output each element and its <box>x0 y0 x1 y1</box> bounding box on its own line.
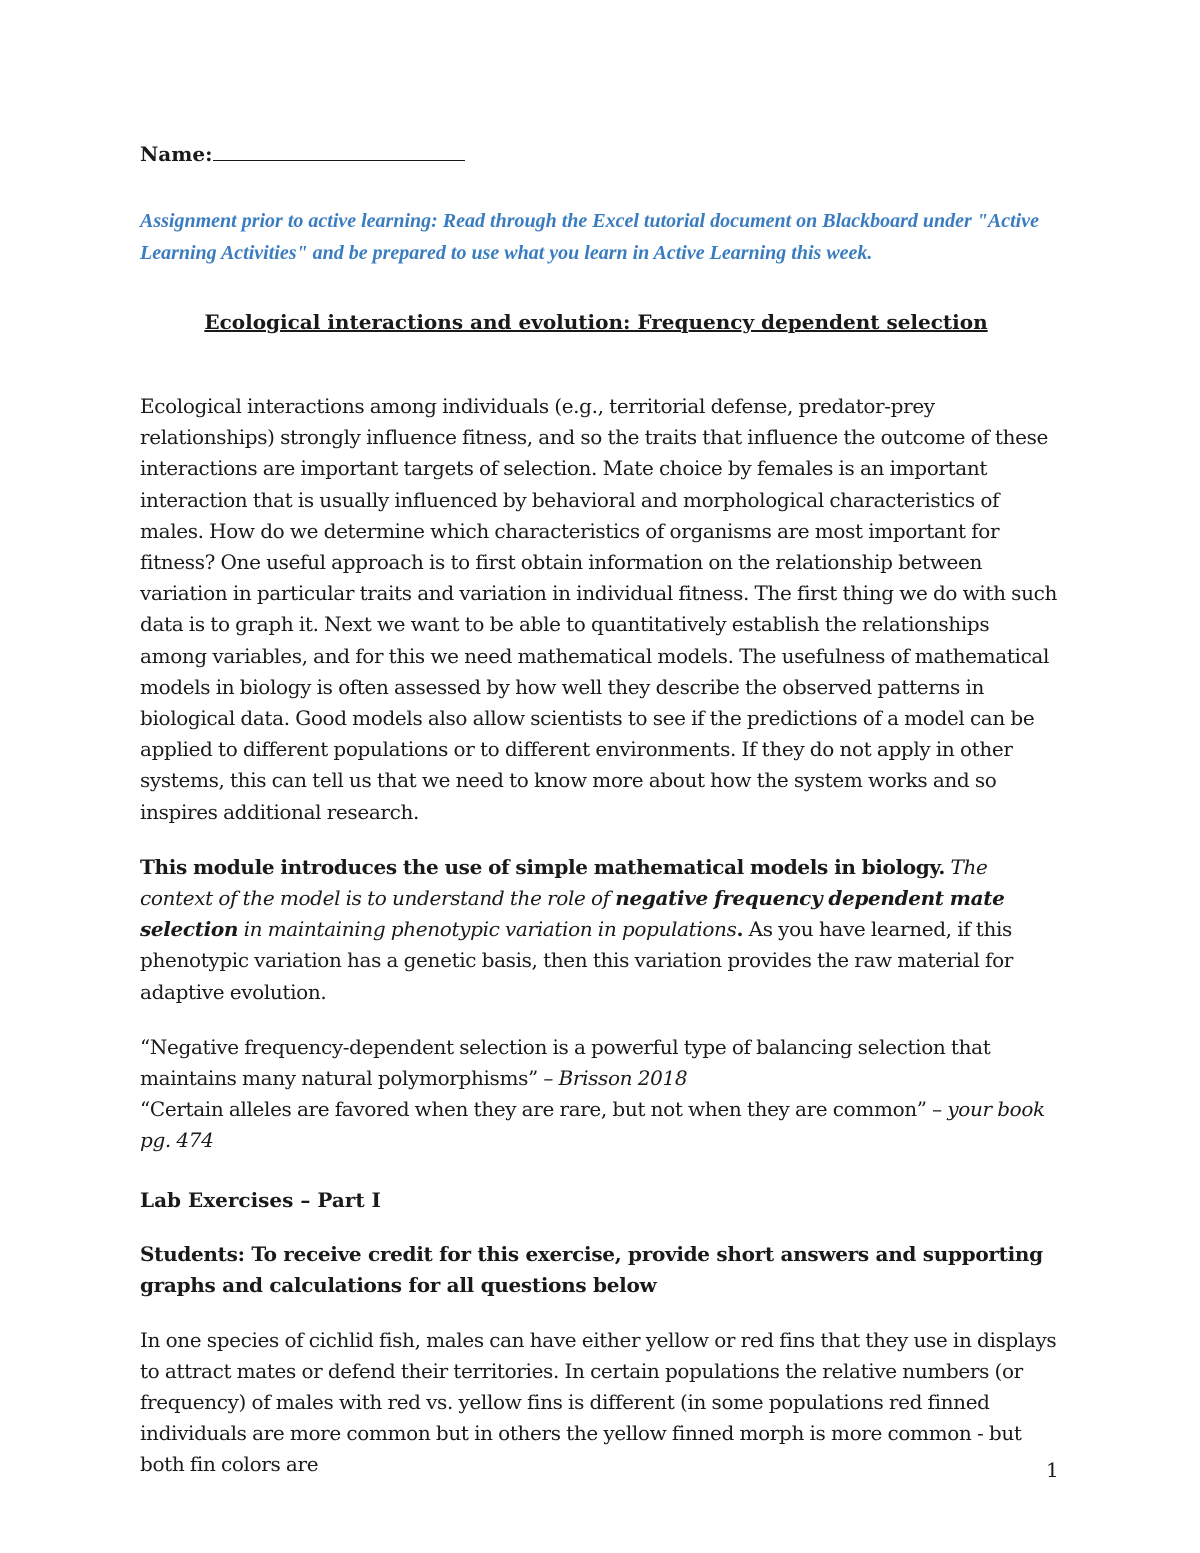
page-number: 1 <box>1046 1458 1059 1482</box>
module-italic-2: in maintaining phenotypic variation in populations <box>238 917 737 942</box>
quote-1-text: “Negative frequency-dependent selection is a powerful type of balancing selection that maintains many natural polymorphisms” – <box>140 1034 991 1091</box>
quote-2-source: your book pg. 474 <box>140 1097 1045 1153</box>
name-label: Name: <box>140 142 213 166</box>
module-paragraph <box>140 852 1060 1008</box>
intro-paragraph: Ecological interactions among individuals (e.g., territorial defense, predator-prey relationships) strongly influence fitness, and so the traits that influence the outcome of these interactions are important targets of selection. Mate choice by females is an important interaction that is usually influenced by behavioral and morphological characteristics of males. How do we determine which characteristics of organisms are most important for fitness? One useful approach is to first obtain information on the relationship between variation in particular traits and variation in individual fitness. The first thing we do with such data is to graph it. Next we want to be able to quantitatively establish the relationships among variables, and for this we need mathematical models. The usefulness of mathematical models in biology is often assessed by how well they describe the observed patterns in biological data. Good models also allow scientists to see if the predictions of a model can be applied to different populations or to different environments. If they do not apply in other systems, this can tell us that we need to know more about how the system works and so inspires additional research. <box>140 394 1057 824</box>
quote-1-source: Brisson 2018 <box>558 1066 688 1091</box>
name-field-row <box>140 138 1060 169</box>
module-bold-period: . <box>736 917 744 942</box>
module-bold-lead: This module introduces the use of simple mathematical models in biology. <box>140 854 945 879</box>
module-rest: As you have learned, if this phenotypic variation has a genetic basis, then this variation provides the raw material for adaptive evolution. <box>140 917 1013 1004</box>
assignment-note: Assignment prior to active learning: Read through the Excel tutorial document on Blackboard under "Active Learning Activities" and be prepared to use what you learn in Active Learning this week. <box>140 210 1039 264</box>
lab-exercises-title: Lab Exercises – Part I <box>140 1187 381 1212</box>
module-italic-1: The context of the model is to understand the role of <box>140 854 988 911</box>
name-blank-line[interactable] <box>213 138 465 161</box>
quote-2-text: “Certain alleles are favored when they are rare, but not when they are common” – <box>140 1097 948 1122</box>
module-bold-italic: negative frequency dependent mate selection <box>140 886 1005 942</box>
section-title: Ecological interactions and evolution: Frequency dependent selection <box>204 310 988 334</box>
quote-block <box>140 1032 1060 1157</box>
students-instructions: Students: To receive credit for this exercise, provide short answers and supporting graphs and calculations for all questions below <box>140 1241 1043 1297</box>
document-page <box>140 138 1060 1481</box>
cichlid-paragraph: In one species of cichlid fish, males can have either yellow or red fins that they use in displays to attract mates or defend their territories. In certain populations the relative numbers (or frequency) of males with red vs. yellow fins is different (in some populations red finned individuals are more common but in others the yellow finned morph is more common - but both fin colors are <box>140 1327 1057 1477</box>
